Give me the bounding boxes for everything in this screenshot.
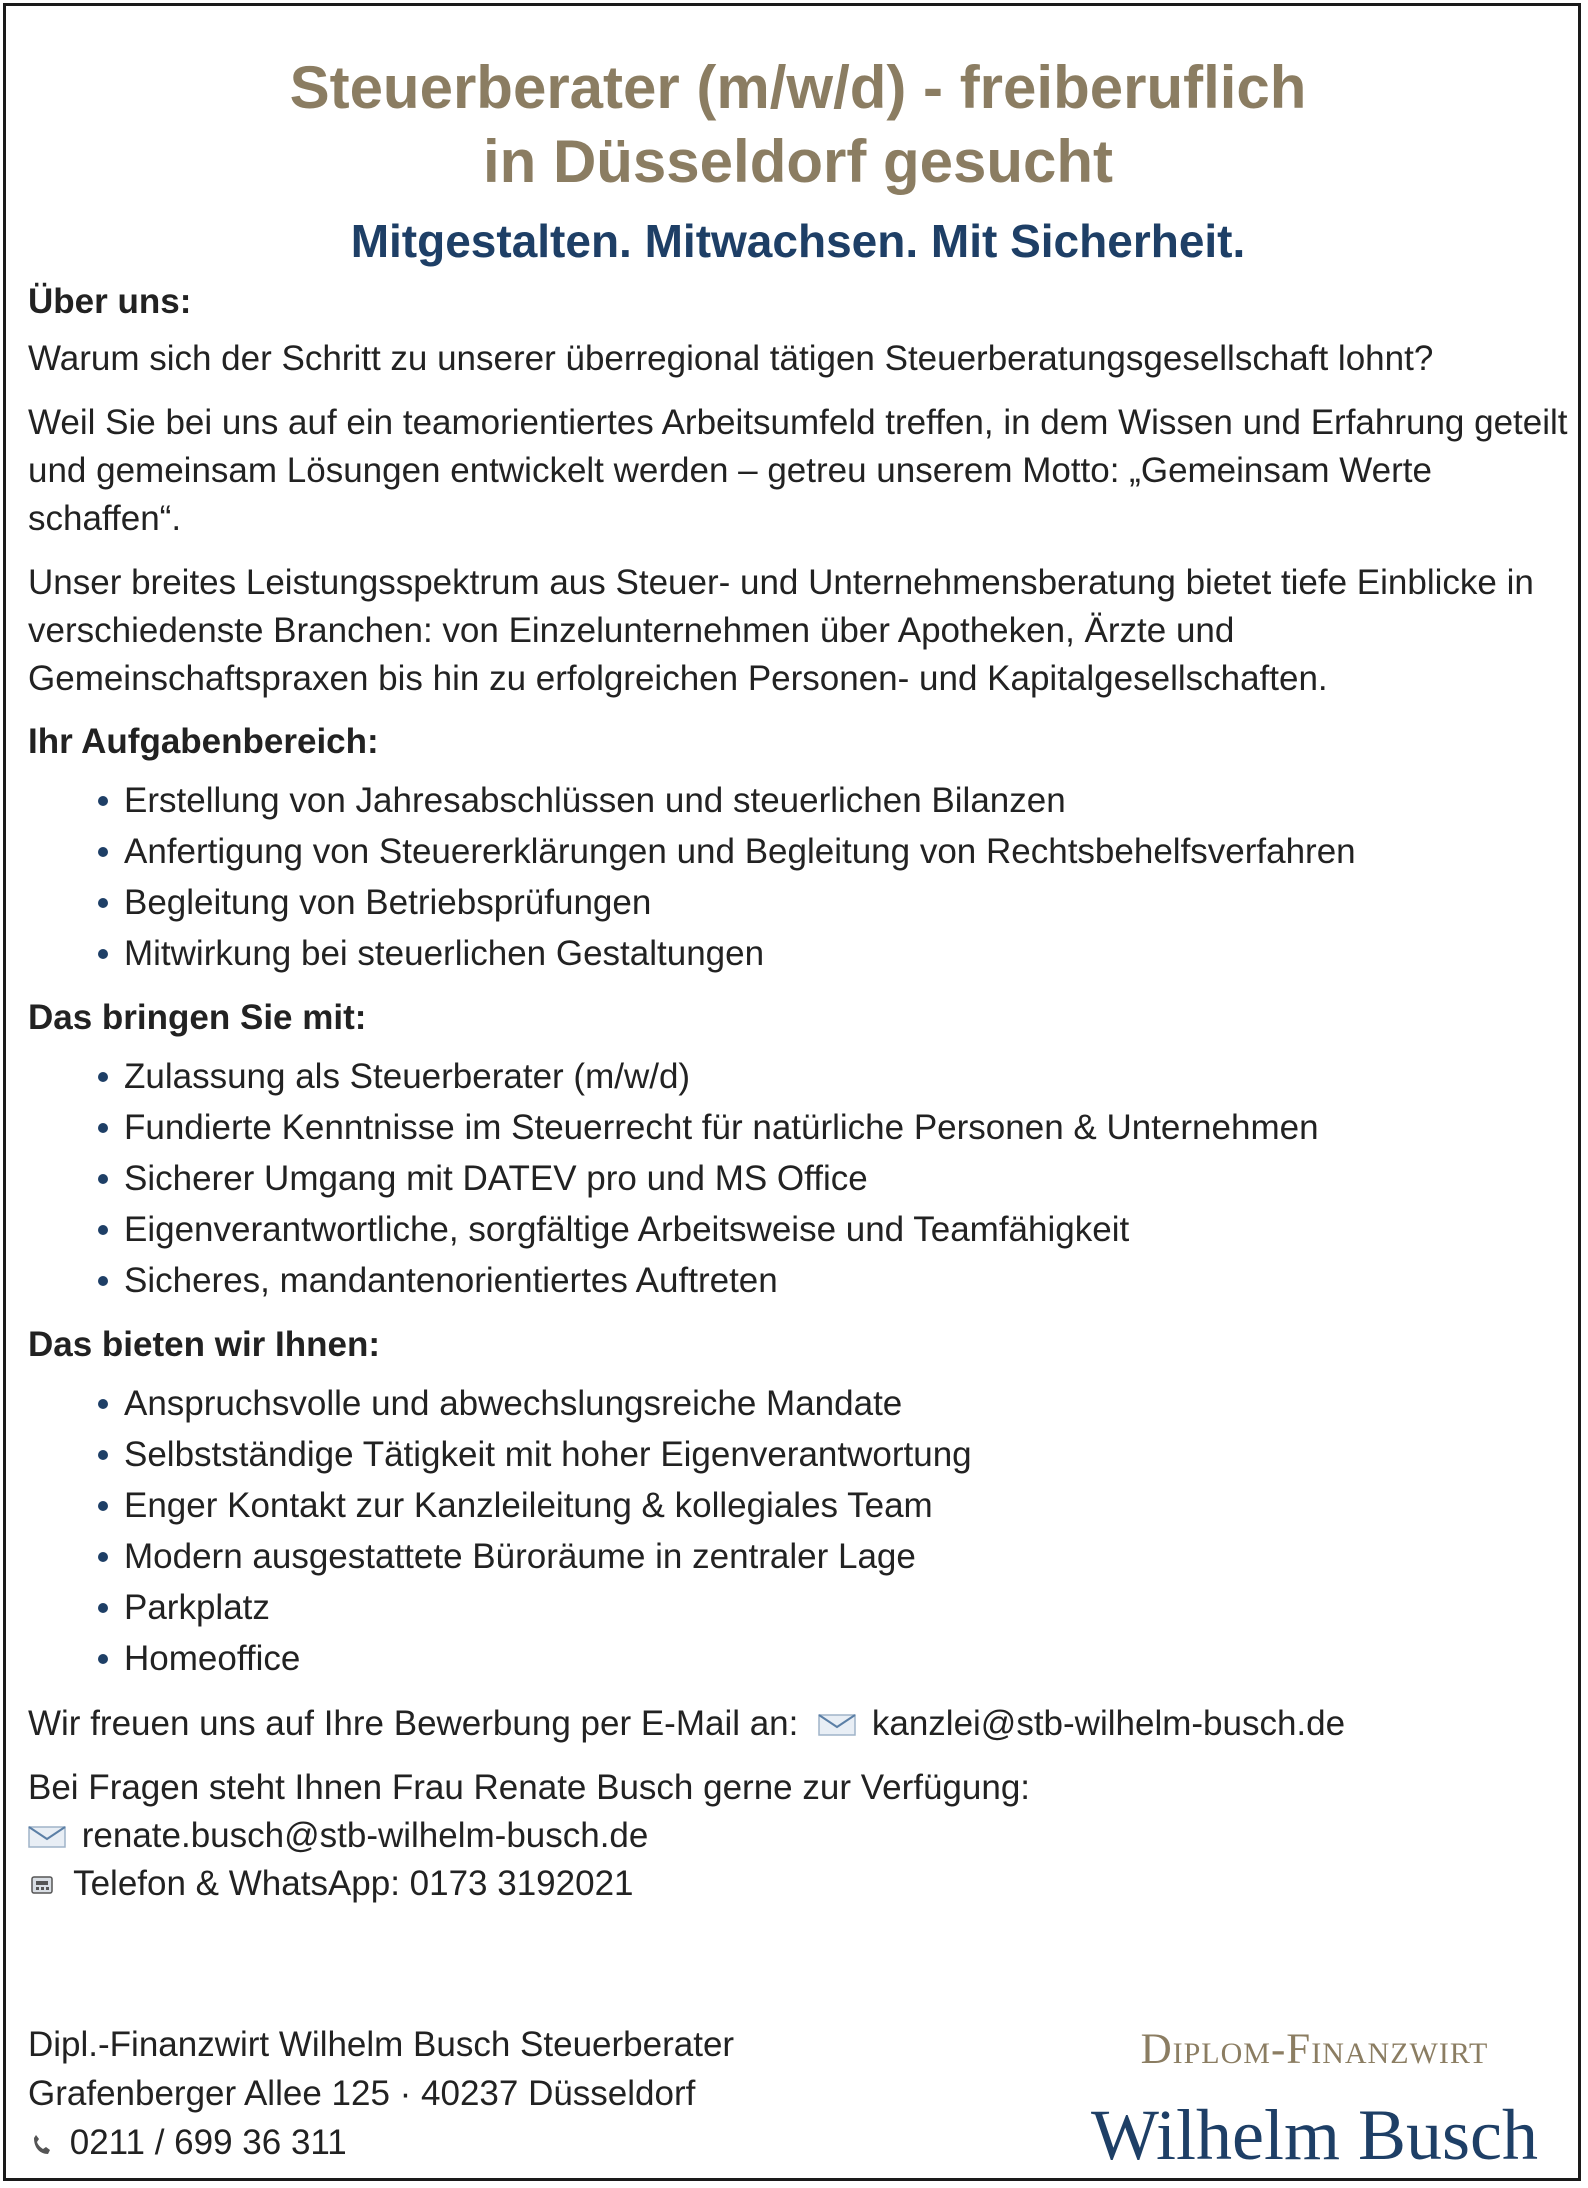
- list-item: Begleitung von Betriebsprüfungen: [98, 877, 1568, 928]
- tasks-heading: Ihr Aufgabenbereich:: [28, 722, 379, 761]
- job-ad-frame: [3, 3, 1581, 2181]
- questions-phone: Telefon & WhatsApp: 0173 3192021: [73, 1864, 634, 1903]
- logo-top-text: Diplom-Finanzwirt: [1140, 2026, 1489, 2073]
- list-item: Fundierte Kenntnisse im Steuerrecht für natürliche Personen & Unternehmen: [98, 1102, 1568, 1153]
- footer-name: Dipl.-Finanzwirt Wilhelm Busch Steuerberater: [28, 2025, 735, 2064]
- list-item: Enger Kontakt zur Kanzleileitung & kollegiales Team: [98, 1480, 1568, 1531]
- phone-icon: [28, 1862, 58, 1886]
- questions-email-line: [28, 1812, 1568, 1860]
- list-item: Anfertigung von Steuererklärungen und Begleitung von Rechtsbehelfsverfahren: [98, 826, 1568, 877]
- footer-address: Grafenberger Allee 125 · 40237 Düsseldorf: [28, 2074, 696, 2113]
- list-item: Sicheres, mandantenorientiertes Auftreten: [98, 1255, 1568, 1306]
- phone-icon: [28, 2120, 54, 2144]
- about-heading: Über uns:: [28, 282, 192, 321]
- requirements-list: [28, 1051, 1568, 1306]
- slogan: Mitgestalten. Mitwachsen. Mit Sicherheit.: [350, 215, 1246, 267]
- application-email-link[interactable]: kanzlei@stb-wilhelm-busch.de: [871, 1704, 1346, 1743]
- job-title: [28, 51, 1568, 199]
- application-line: [28, 1700, 1568, 1748]
- list-item: Homeoffice: [98, 1633, 1568, 1684]
- logo-bottom-text: Wilhelm Busch: [1090, 2095, 1538, 2175]
- list-item: Eigenverantwortliche, sorgfältige Arbeitsweise und Teamfähigkeit: [98, 1204, 1568, 1255]
- offers-heading: Das bieten wir Ihnen:: [28, 1325, 380, 1364]
- list-item: Selbstständige Tätigkeit mit hoher Eigenverantwortung: [98, 1429, 1568, 1480]
- job-title-line1: Steuerberater (m/w/d) - freiberuflich: [289, 54, 1307, 121]
- job-ad-content: [28, 51, 1568, 1908]
- email-icon: [28, 1825, 66, 1849]
- requirements-heading: Das bringen Sie mit:: [28, 998, 367, 1037]
- list-item: Anspruchsvolle und abwechslungsreiche Mandate: [98, 1378, 1568, 1429]
- list-item: Mitwirkung bei steuerlichen Gestaltungen: [98, 928, 1568, 979]
- questions-phone-line: [28, 1860, 1568, 1908]
- email-icon: [818, 1713, 856, 1737]
- about-paragraph: Warum sich der Schritt zu unserer überregional tätigen Steuerberatungsgesellschaft lohnt?: [28, 339, 1434, 378]
- tasks-list: [28, 775, 1568, 979]
- about-paragraph: Weil Sie bei uns auf ein teamorientiertes Arbeitsumfeld treffen, in dem Wissen und Erfahrung geteilt und gemeinsam Lösungen entwickelt werden – getreu unserem Motto: „Gemeinsam Werte schaffen“.: [28, 403, 1568, 538]
- list-item: Modern ausgestattete Büroräume in zentraler Lage: [98, 1531, 1568, 1582]
- list-item: Erstellung von Jahresabschlüssen und steuerlichen Bilanzen: [98, 775, 1568, 826]
- offers-list: [28, 1378, 1568, 1684]
- job-title-line2: in Düsseldorf gesucht: [482, 128, 1114, 195]
- footer-phone: 0211 / 699 36 311: [69, 2123, 347, 2162]
- list-item: Sicherer Umgang mit DATEV pro und MS Office: [98, 1153, 1568, 1204]
- questions-text: Bei Fragen steht Ihnen Frau Renate Busch gerne zur Verfügung:: [28, 1768, 1031, 1807]
- company-logo: [1091, 2022, 1538, 2184]
- list-item: Parkplatz: [98, 1582, 1568, 1633]
- questions-email-link[interactable]: renate.busch@stb-wilhelm-busch.de: [81, 1816, 649, 1855]
- application-text: Wir freuen uns auf Ihre Bewerbung per E-Mail an:: [28, 1704, 799, 1743]
- list-item: Zulassung als Steuerberater (m/w/d): [98, 1051, 1568, 1102]
- about-paragraph: Unser breites Leistungsspektrum aus Steuer- und Unternehmensberatung bietet tiefe Einblicke in verschiedenste Branchen: von Einzelunternehmen über Apotheken, Ärzte und Gemeinschaftspraxen bis hin zu erfolgreichen Personen- und Kapitalgesellschaften.: [28, 563, 1534, 698]
